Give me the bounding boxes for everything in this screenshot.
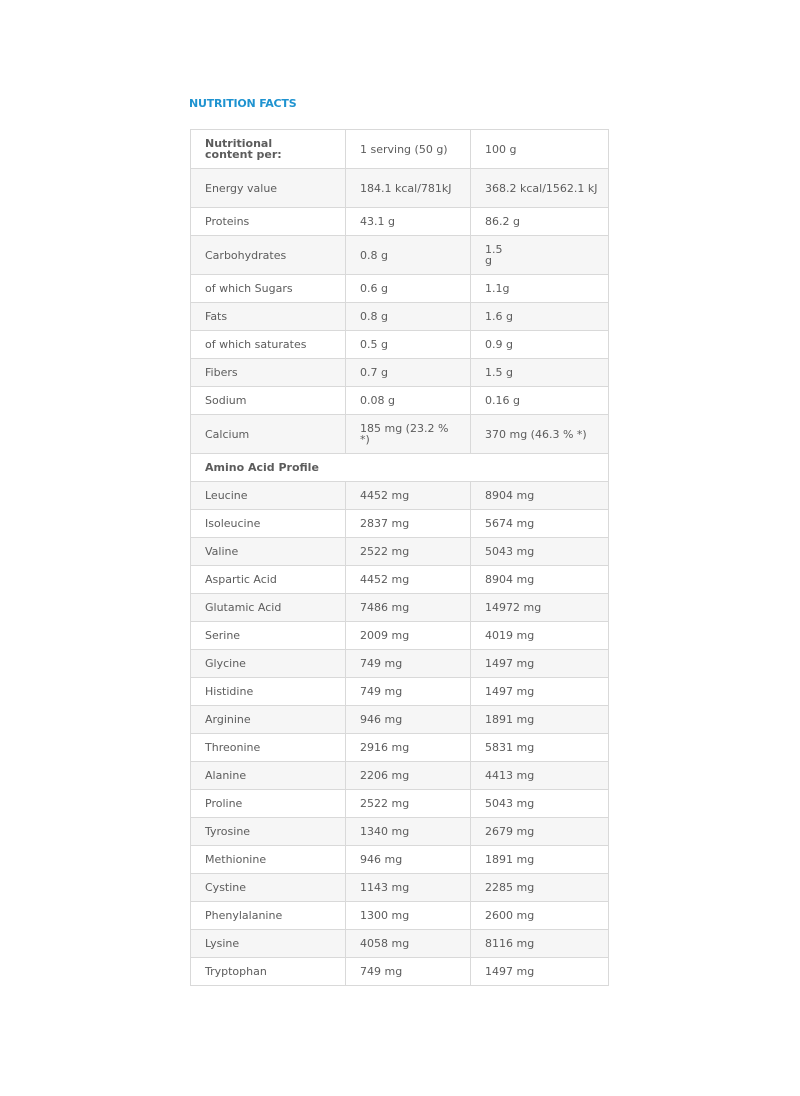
amino-serving: 749 mg (346, 650, 471, 678)
amino-serving: 4058 mg (346, 930, 471, 958)
amino-name: Threonine (191, 734, 346, 762)
amino-per100: 1497 mg (471, 958, 609, 986)
nutrient-name: Calcium (191, 415, 346, 454)
amino-per100: 1497 mg (471, 650, 609, 678)
nutrient-serving: 184.1 kcal/781kJ (346, 169, 471, 208)
amino-serving: 2522 mg (346, 538, 471, 566)
amino-serving: 2837 mg (346, 510, 471, 538)
amino-serving: 749 mg (346, 958, 471, 986)
amino-name: Tyrosine (191, 818, 346, 846)
nutrient-serving: 0.6 g (346, 275, 471, 303)
table-row (191, 415, 609, 454)
amino-serving: 946 mg (346, 706, 471, 734)
nutrient-serving: 185 mg (23.2 % *) (346, 415, 471, 454)
amino-name: Glutamic Acid (191, 594, 346, 622)
amino-per100: 2285 mg (471, 874, 609, 902)
nutrient-serving: 0.7 g (346, 359, 471, 387)
nutrient-per100: 1.5 g (471, 236, 609, 275)
table-row (191, 236, 609, 275)
amino-per100: 1497 mg (471, 678, 609, 706)
amino-serving: 2916 mg (346, 734, 471, 762)
amino-name: Phenylalanine (191, 902, 346, 930)
nutrient-name: Proteins (191, 208, 346, 236)
amino-per100: 2600 mg (471, 902, 609, 930)
amino-per100: 8116 mg (471, 930, 609, 958)
nutrient-name: Energy value (191, 169, 346, 208)
nutrient-name: Sodium (191, 387, 346, 415)
amino-name: Histidine (191, 678, 346, 706)
nutrient-per100: 370 mg (46.3 % *) (471, 415, 609, 454)
amino-serving: 7486 mg (346, 594, 471, 622)
table-row (191, 538, 609, 566)
nutrient-per100: 1.5 g (471, 359, 609, 387)
amino-name: Glycine (191, 650, 346, 678)
table-row (191, 958, 609, 986)
nutrient-serving: 0.8 g (346, 303, 471, 331)
amino-serving: 4452 mg (346, 482, 471, 510)
table-row (191, 275, 609, 303)
amino-per100: 5043 mg (471, 790, 609, 818)
header-label-cell: Nutritional content per: (191, 130, 346, 169)
amino-name: Alanine (191, 762, 346, 790)
amino-serving: 946 mg (346, 846, 471, 874)
table-row (191, 706, 609, 734)
amino-per100: 1891 mg (471, 846, 609, 874)
amino-section-header (191, 454, 609, 482)
nutrition-facts-table (190, 129, 609, 986)
nutrient-serving: 0.08 g (346, 387, 471, 415)
amino-serving: 1300 mg (346, 902, 471, 930)
nutrient-name: of which Sugars (191, 275, 346, 303)
table-row (191, 303, 609, 331)
table-row (191, 874, 609, 902)
nutrient-serving: 0.5 g (346, 331, 471, 359)
table-row (191, 678, 609, 706)
nutrient-name: of which saturates (191, 331, 346, 359)
table-row (191, 331, 609, 359)
amino-name: Valine (191, 538, 346, 566)
table-row (191, 902, 609, 930)
amino-per100: 5674 mg (471, 510, 609, 538)
amino-serving: 4452 mg (346, 566, 471, 594)
amino-name: Leucine (191, 482, 346, 510)
amino-per100: 14972 mg (471, 594, 609, 622)
table-row (191, 762, 609, 790)
table-row (191, 208, 609, 236)
amino-name: Isoleucine (191, 510, 346, 538)
nutrient-name: Fibers (191, 359, 346, 387)
amino-per100: 5043 mg (471, 538, 609, 566)
table-row (191, 650, 609, 678)
nutrient-serving: 43.1 g (346, 208, 471, 236)
table-row (191, 846, 609, 874)
table-row (191, 818, 609, 846)
nutrient-serving: 0.8 g (346, 236, 471, 275)
table-row (191, 169, 609, 208)
table-row (191, 387, 609, 415)
nutrient-per100: 0.16 g (471, 387, 609, 415)
amino-per100: 4019 mg (471, 622, 609, 650)
table-row (191, 930, 609, 958)
amino-per100: 8904 mg (471, 566, 609, 594)
table-header-row (191, 130, 609, 169)
amino-per100: 2679 mg (471, 818, 609, 846)
table-row (191, 566, 609, 594)
nutrient-name: Carbohydrates (191, 236, 346, 275)
amino-name: Proline (191, 790, 346, 818)
amino-serving: 2522 mg (346, 790, 471, 818)
amino-serving: 2206 mg (346, 762, 471, 790)
amino-per100: 4413 mg (471, 762, 609, 790)
table-row (191, 790, 609, 818)
amino-per100: 8904 mg (471, 482, 609, 510)
table-row (191, 622, 609, 650)
amino-name: Tryptophan (191, 958, 346, 986)
header-per100-cell: 100 g (471, 130, 609, 169)
amino-name: Serine (191, 622, 346, 650)
nutrient-per100: 1.1g (471, 275, 609, 303)
amino-name: Methionine (191, 846, 346, 874)
header-serving-cell: 1 serving (50 g) (346, 130, 471, 169)
amino-serving: 1143 mg (346, 874, 471, 902)
amino-serving: 2009 mg (346, 622, 471, 650)
amino-name: Lysine (191, 930, 346, 958)
table-row (191, 594, 609, 622)
amino-serving: 1340 mg (346, 818, 471, 846)
amino-name: Cystine (191, 874, 346, 902)
table-row (191, 482, 609, 510)
amino-per100: 5831 mg (471, 734, 609, 762)
amino-name: Arginine (191, 706, 346, 734)
nutrient-per100: 0.9 g (471, 331, 609, 359)
table-row (191, 359, 609, 387)
amino-name: Aspartic Acid (191, 566, 346, 594)
nutrient-name: Fats (191, 303, 346, 331)
page-title: NUTRITION FACTS (189, 97, 297, 110)
table-row (191, 734, 609, 762)
nutrient-per100: 368.2 kcal/1562.1 kJ (471, 169, 609, 208)
nutrient-per100: 86.2 g (471, 208, 609, 236)
amino-per100: 1891 mg (471, 706, 609, 734)
table-row (191, 510, 609, 538)
nutrient-per100: 1.6 g (471, 303, 609, 331)
amino-serving: 749 mg (346, 678, 471, 706)
amino-heading: Amino Acid Profile (191, 454, 609, 482)
